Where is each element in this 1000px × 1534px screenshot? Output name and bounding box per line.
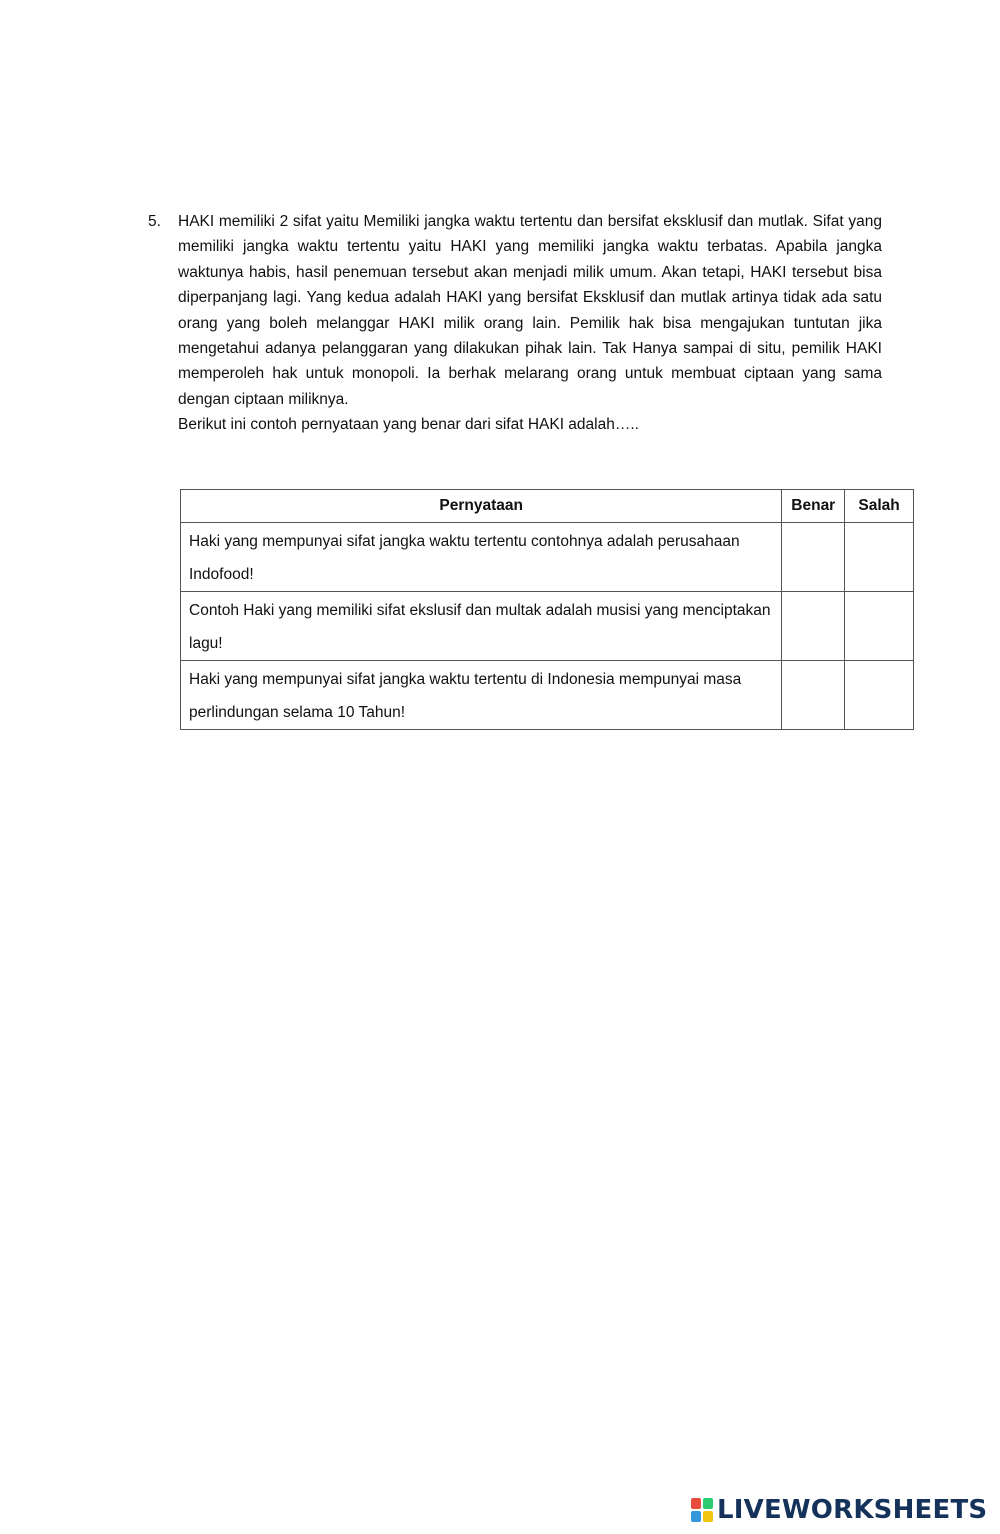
- logo-square-blue: [691, 1511, 701, 1522]
- statement-cell: Contoh Haki yang memiliki sifat ekslusif dan multak adalah musisi yang menciptakan lagu!: [181, 592, 782, 661]
- salah-answer-cell[interactable]: [845, 661, 914, 730]
- question-block: [148, 209, 882, 438]
- header-benar: Benar: [782, 490, 845, 523]
- statement-cell: Haki yang mempunyai sifat jangka waktu tertentu contohnya adalah perusahaan Indofood!: [181, 523, 782, 592]
- benar-answer-cell[interactable]: [782, 661, 845, 730]
- table-row: [181, 661, 914, 730]
- statement-cell: Haki yang mempunyai sifat jangka waktu tertentu di Indonesia mempunyai masa perlindungan selama 10 Tahun!: [181, 661, 782, 730]
- liveworksheets-logo-icon: [691, 1498, 713, 1522]
- table-row: [181, 592, 914, 661]
- liveworksheets-logo[interactable]: [691, 1494, 987, 1526]
- question-text: HAKI memiliki 2 sifat yaitu Memiliki jangka waktu tertentu dan bersifat eksklusif dan mutlak. Sifat yang memiliki jangka waktu tertentu yaitu HAKI yang memiliki jangka waktu terbatas. Apabila jangka waktunya habis, hasil penemuan tersebut akan menjadi milik umum. Akan tetapi, HAKI tersebut bisa diperpanjang lagi. Yang kedua adalah HAKI yang bersifat Eksklusif dan mutlak artinya tidak ada satu orang yang boleh melanggar HAKI milik orang lain. Pemilik hak bisa mengajukan tuntutan jika mengetahui adanya pelanggaran yang dilakukan pihak lain. Tak Hanya sampai di situ, pemilik HAKI memperoleh hak untuk monopoli. Ia berhak melarang orang untuk membuat ciptaan yang sama dengan ciptaan miliknya.: [178, 213, 882, 408]
- logo-square-green: [703, 1498, 713, 1509]
- question-prompt: Berikut ini contoh pernyataan yang benar dari sifat HAKI adalah…..: [178, 416, 639, 434]
- salah-answer-cell[interactable]: [845, 592, 914, 661]
- header-statement: Pernyataan: [181, 490, 782, 523]
- benar-answer-cell[interactable]: [782, 523, 845, 592]
- question-number: 5.: [148, 213, 161, 230]
- table-header-row: [181, 490, 914, 523]
- logo-text: LIVEWORKSHEETS: [717, 1495, 988, 1525]
- salah-answer-cell[interactable]: [845, 523, 914, 592]
- logo-square-yellow: [703, 1511, 713, 1522]
- table-row: [181, 523, 914, 592]
- benar-answer-cell[interactable]: [782, 592, 845, 661]
- header-salah: Salah: [845, 490, 914, 523]
- answer-table: [180, 489, 914, 730]
- logo-square-red: [691, 1498, 701, 1509]
